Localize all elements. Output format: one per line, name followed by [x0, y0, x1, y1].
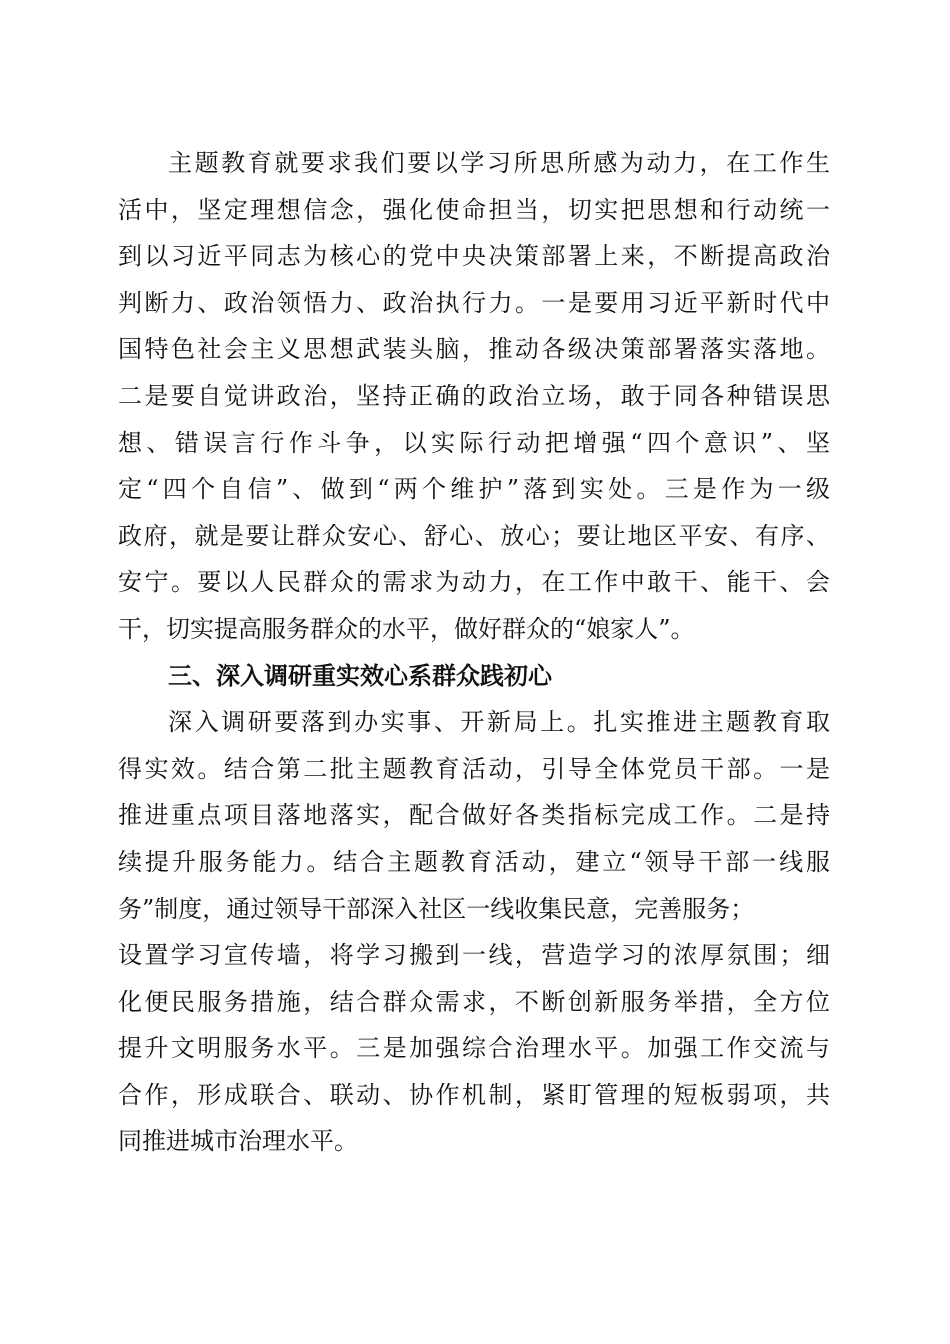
- paragraph-line: 务”制度，通过领导干部深入社区一线收集民意，完善服务；: [118, 894, 755, 923]
- paragraph-2: [118, 699, 830, 1165]
- paragraph-line: 干，切实提高服务群众的水平，做好群众的“娘家人”。: [118, 614, 695, 643]
- paragraph-line: 提升文明服务水平。三是加强综合治理水平。加强工作交流与: [118, 1034, 830, 1063]
- paragraph-line: 二是要自觉讲政治，坚持正确的政治立场，敢于同各种错误思: [118, 381, 830, 410]
- paragraph-line: 得实效。结合第二批主题教育活动，引导全体党员干部。一是: [118, 754, 830, 783]
- paragraph-line: 安宁。要以人民群众的需求为动力，在工作中敢干、能干、会: [118, 568, 830, 597]
- paragraph-line: 国特色社会主义思想武装头脑，推动各级决策部署落实落地。: [118, 335, 830, 364]
- paragraph-line: 推进重点项目落地落实，配合做好各类指标完成工作。二是持: [118, 801, 830, 830]
- paragraph-line: 化便民服务措施，结合群众需求，不断创新服务举措，全方位: [118, 987, 830, 1016]
- paragraph-line: 到以习近平同志为核心的党中央决策部署上来，不断提高政治: [118, 242, 830, 271]
- paragraph-line: 判断力、政治领悟力、政治执行力。一是要用习近平新时代中: [118, 288, 830, 317]
- paragraph-line: 合作，形成联合、联动、协作机制，紧盯管理的短板弱项，共: [118, 1080, 830, 1109]
- paragraph-line: 政府，就是要让群众安心、舒心、放心；要让地区平安、有序、: [118, 521, 830, 550]
- paragraph-1: [118, 140, 830, 653]
- paragraph-line: 同推进城市治理水平。: [118, 1127, 358, 1156]
- paragraph-line: 主题教育就要求我们要以学习所思所感为动力，在工作生: [168, 149, 830, 177]
- section-heading: 三、深入调研重实效心系群众践初心: [168, 661, 552, 690]
- paragraph-line: 活中，坚定理想信念，强化使命担当，切实把思想和行动统一: [118, 195, 830, 224]
- paragraph-line: 续提升服务能力。结合主题教育活动，建立“领导干部一线服: [118, 847, 830, 876]
- paragraph-line: 深入调研要落到办实事、开新局上。扎实推进主题教育取: [168, 708, 830, 737]
- paragraph-line: 定“四个自信”、做到“两个维护”落到实处。三是作为一级: [118, 475, 830, 504]
- document-body: [118, 140, 830, 1165]
- paragraph-line: 设置学习宣传墙，将学习搬到一线，营造学习的浓厚氛围；细: [118, 941, 830, 970]
- paragraph-line: 想、错误言行作斗争，以实际行动把增强“四个意识”、坚: [118, 428, 830, 457]
